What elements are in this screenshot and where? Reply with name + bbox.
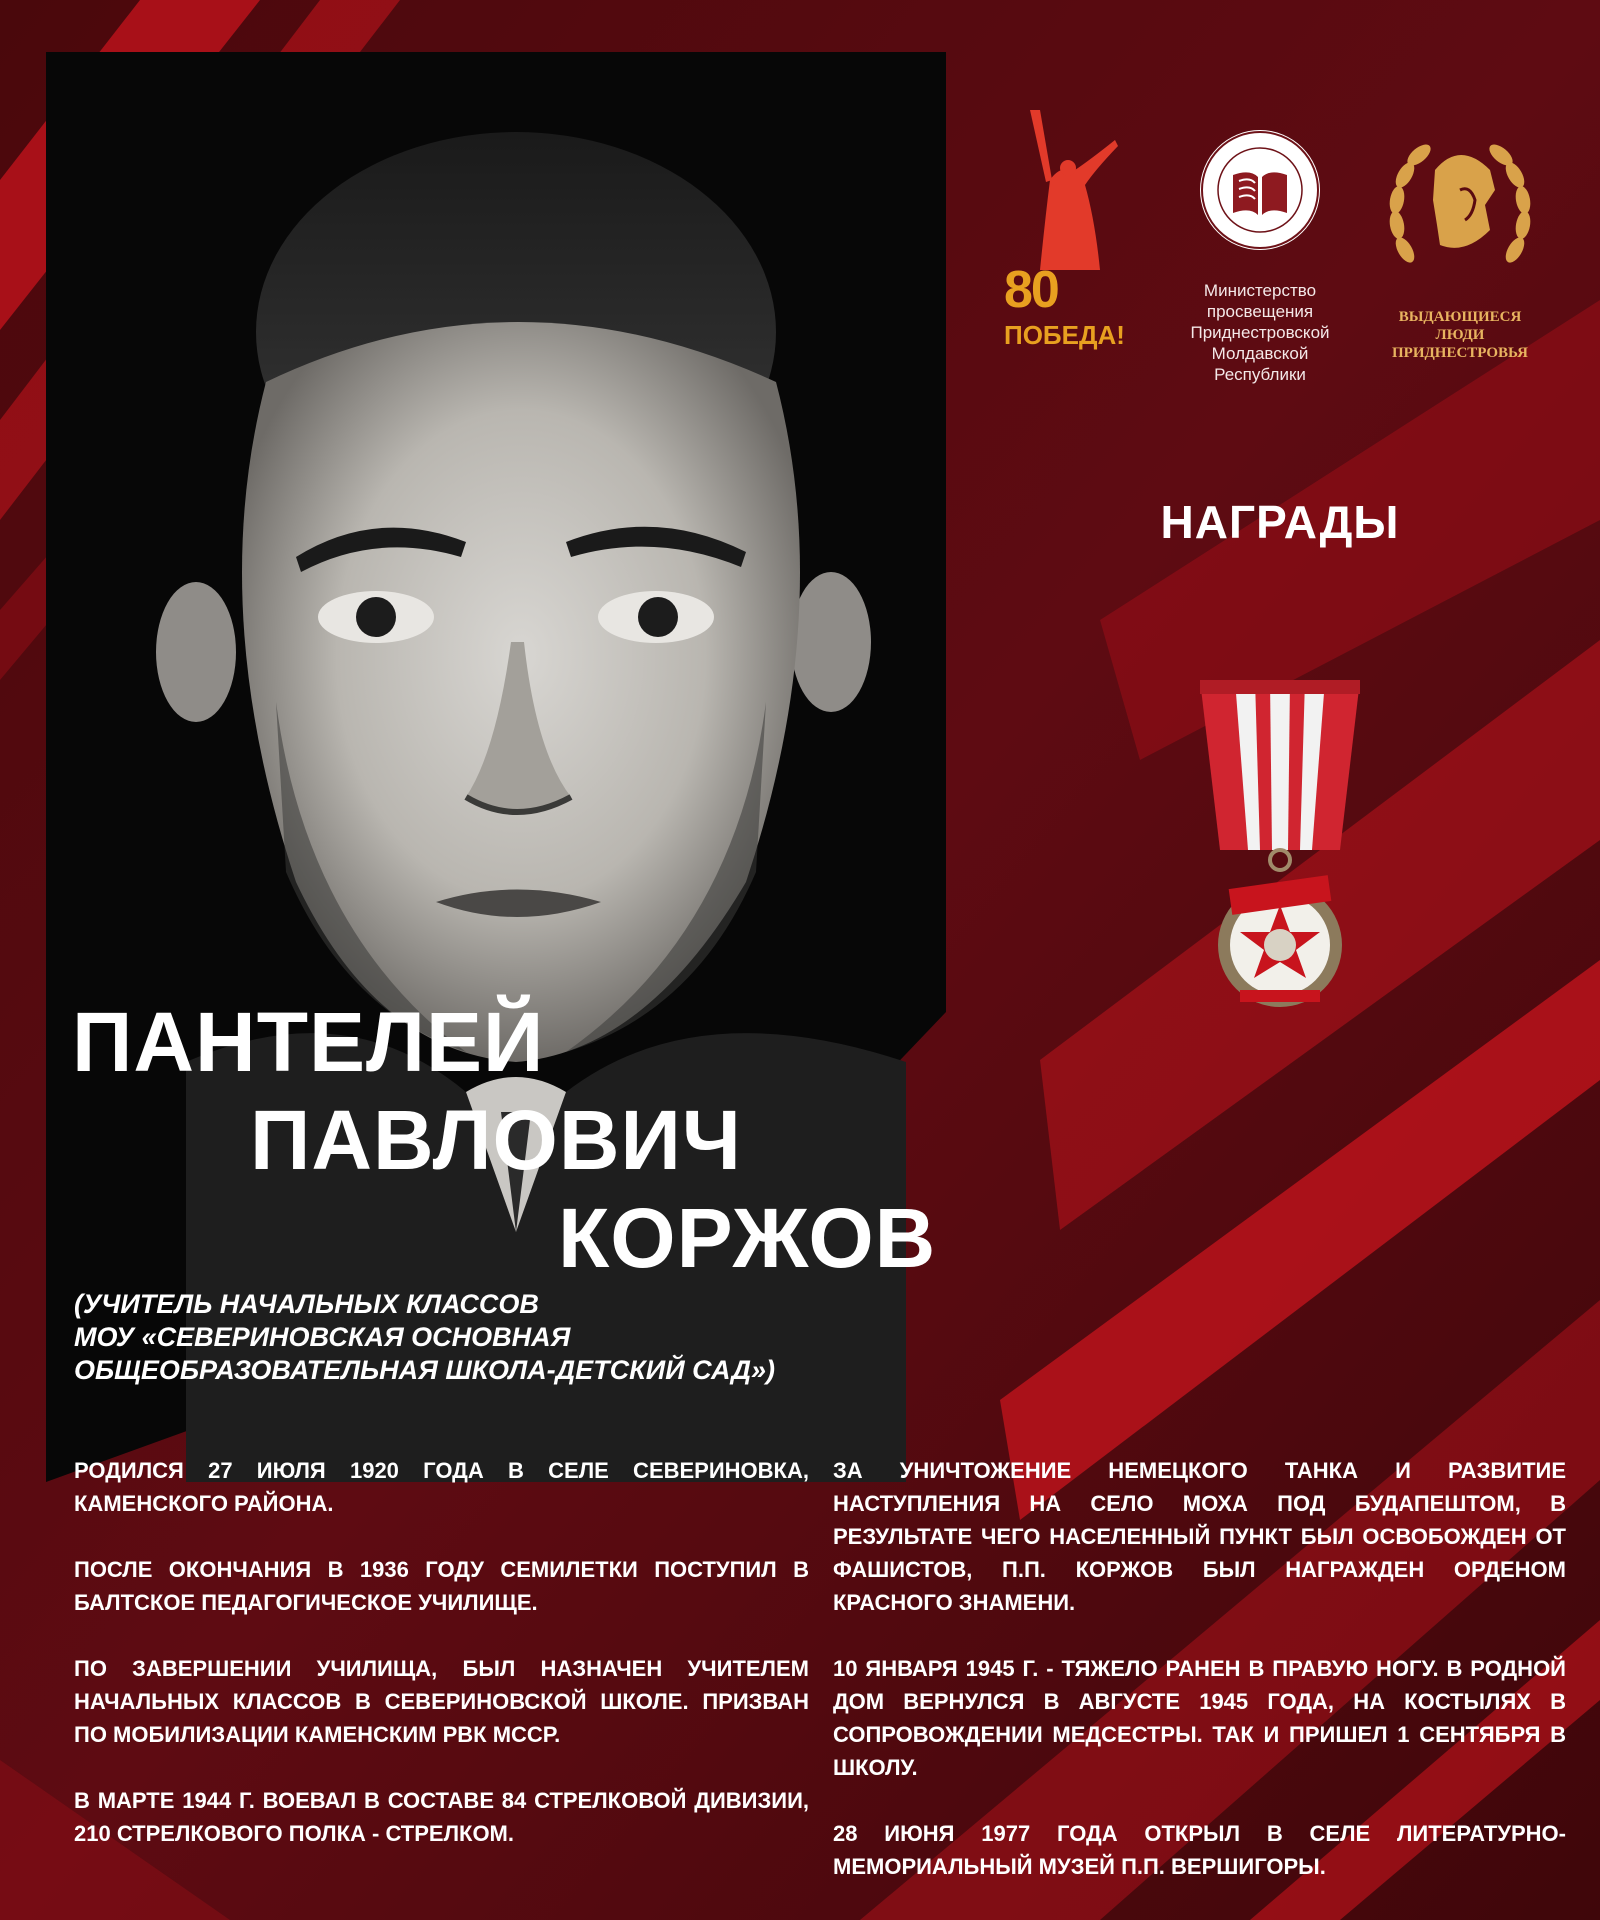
ministry-emblem-icon <box>1195 125 1325 255</box>
person-last-name: КОРЖОВ <box>558 1191 937 1285</box>
bio-paragraph: РОДИЛСЯ 27 ИЮЛЯ 1920 ГОДА В СЕЛЕ СЕВЕРИНОВКА, КАМЕНСКОГО РАЙОНА. <box>74 1458 809 1516</box>
person-patronymic: ПАВЛОВИЧ <box>250 1093 742 1187</box>
ministry-line: Молдавской <box>1211 344 1309 363</box>
position-line: (УЧИТЕЛЬ НАЧАЛЬНЫХ КЛАССОВ <box>74 1289 539 1319</box>
person-first-name: ПАНТЕЛЕЙ <box>72 995 545 1089</box>
outstanding-people-logo <box>1360 130 1560 370</box>
logos-row <box>1000 110 1560 390</box>
bio-paragraph: 10 ЯНВАРЯ 1945 Г. - ТЯЖЕЛО РАНЕН В ПРАВУЮ НОГУ. В РОДНОЙ ДОМ ВЕРНУЛСЯ В АВГУСТЕ 1945 ГОДА, НА КОСТЫЛЯХ В СОПРОВОЖДЕНИИ МЕДСЕСТРЫ. ТАК И ПРИШЕЛ 1 СЕНТЯБРЯ В ШКОЛУ. <box>833 1656 1566 1780</box>
position-line: МОУ «СЕВЕРИНОВСКАЯ ОСНОВНАЯ <box>74 1322 571 1352</box>
bio-paragraph: В МАРТЕ 1944 Г. ВОЕВАЛ В СОСТАВЕ 84 СТРЕЛКОВОЙ ДИВИЗИИ, 210 СТРЕЛКОВОГО ПОЛКА - СТРЕЛКОМ. <box>74 1788 809 1846</box>
pobeda-80-logo <box>1000 110 1140 370</box>
ministry-line: просвещения <box>1206 302 1314 321</box>
outstanding-people-name <box>1360 308 1560 362</box>
bio-paragraph: ЗА УНИЧТОЖЕНИЕ НЕМЕЦКОГО ТАНКА И РАЗВИТИЕ НАСТУПЛЕНИЯ НА СЕЛО МОХА ПОД БУДАПЕШТОМ, В РЕЗУЛЬТАТЕ ЧЕГО НАСЕЛЕННЫЙ ПУНКТ БЫЛ ОСВОБОЖДЕН ОТ ФАШИСТОВ, П.П. КОРЖОВ БЫЛ НАГРАЖДЕН ОРДЕНОМ КРАСНОГО ЗНАМЕНИ. <box>833 1458 1566 1615</box>
awards-title: НАГРАДЫ <box>1160 496 1400 548</box>
bio-paragraph: 28 ИЮНЯ 1977 ГОДА ОТКРЫЛ В СЕЛЕ ЛИТЕРАТУРНО-МЕМОРИАЛЬНЫЙ МУЗЕЙ П.П. ВЕРШИГОРЫ. <box>833 1821 1566 1879</box>
laurel-wreath-icon <box>1375 130 1545 300</box>
ministry-line: Министерство <box>1203 281 1317 300</box>
ministry-name <box>1160 280 1360 385</box>
ministry-line: Приднестровской <box>1190 323 1330 342</box>
ministry-line: Республики <box>1214 365 1306 384</box>
people-line: ЛЮДИ <box>1435 327 1485 343</box>
motherland-statue-icon <box>1000 110 1140 270</box>
people-line: ВЫДАЮЩИЕСЯ <box>1398 309 1522 325</box>
pobeda-word: ПОБЕДА! <box>1004 320 1125 350</box>
order-red-banner-medal-icon <box>1180 670 1380 1050</box>
bio-left-column <box>74 1454 809 1883</box>
bio-right-column <box>833 1454 1566 1916</box>
people-line: ПРИДНЕСТРОВЬЯ <box>1391 345 1529 361</box>
bio-paragraph: ПОСЛЕ ОКОНЧАНИЯ В 1936 ГОДУ СЕМИЛЕТКИ ПОСТУПИЛ В БАЛТСКОЕ ПЕДАГОГИЧЕСКОЕ УЧИЛИЩЕ. <box>74 1557 809 1615</box>
person-position <box>74 1288 934 1387</box>
bio-paragraph: ПО ЗАВЕРШЕНИИ УЧИЛИЩА, БЫЛ НАЗНАЧЕН УЧИТЕЛЕМ НАЧАЛЬНЫХ КЛАССОВ В СЕВЕРИНОВСКОЙ ШКОЛЕ. ПРИЗВАН ПО МОБИЛИЗАЦИИ КАМЕНСКИМ РВК МССР. <box>74 1656 809 1747</box>
pobeda-number: 80 <box>1004 261 1058 319</box>
ministry-logo <box>1160 125 1360 395</box>
position-line: ОБЩЕОБРАЗОВАТЕЛЬНАЯ ШКОЛА-ДЕТСКИЙ САД») <box>74 1355 775 1385</box>
